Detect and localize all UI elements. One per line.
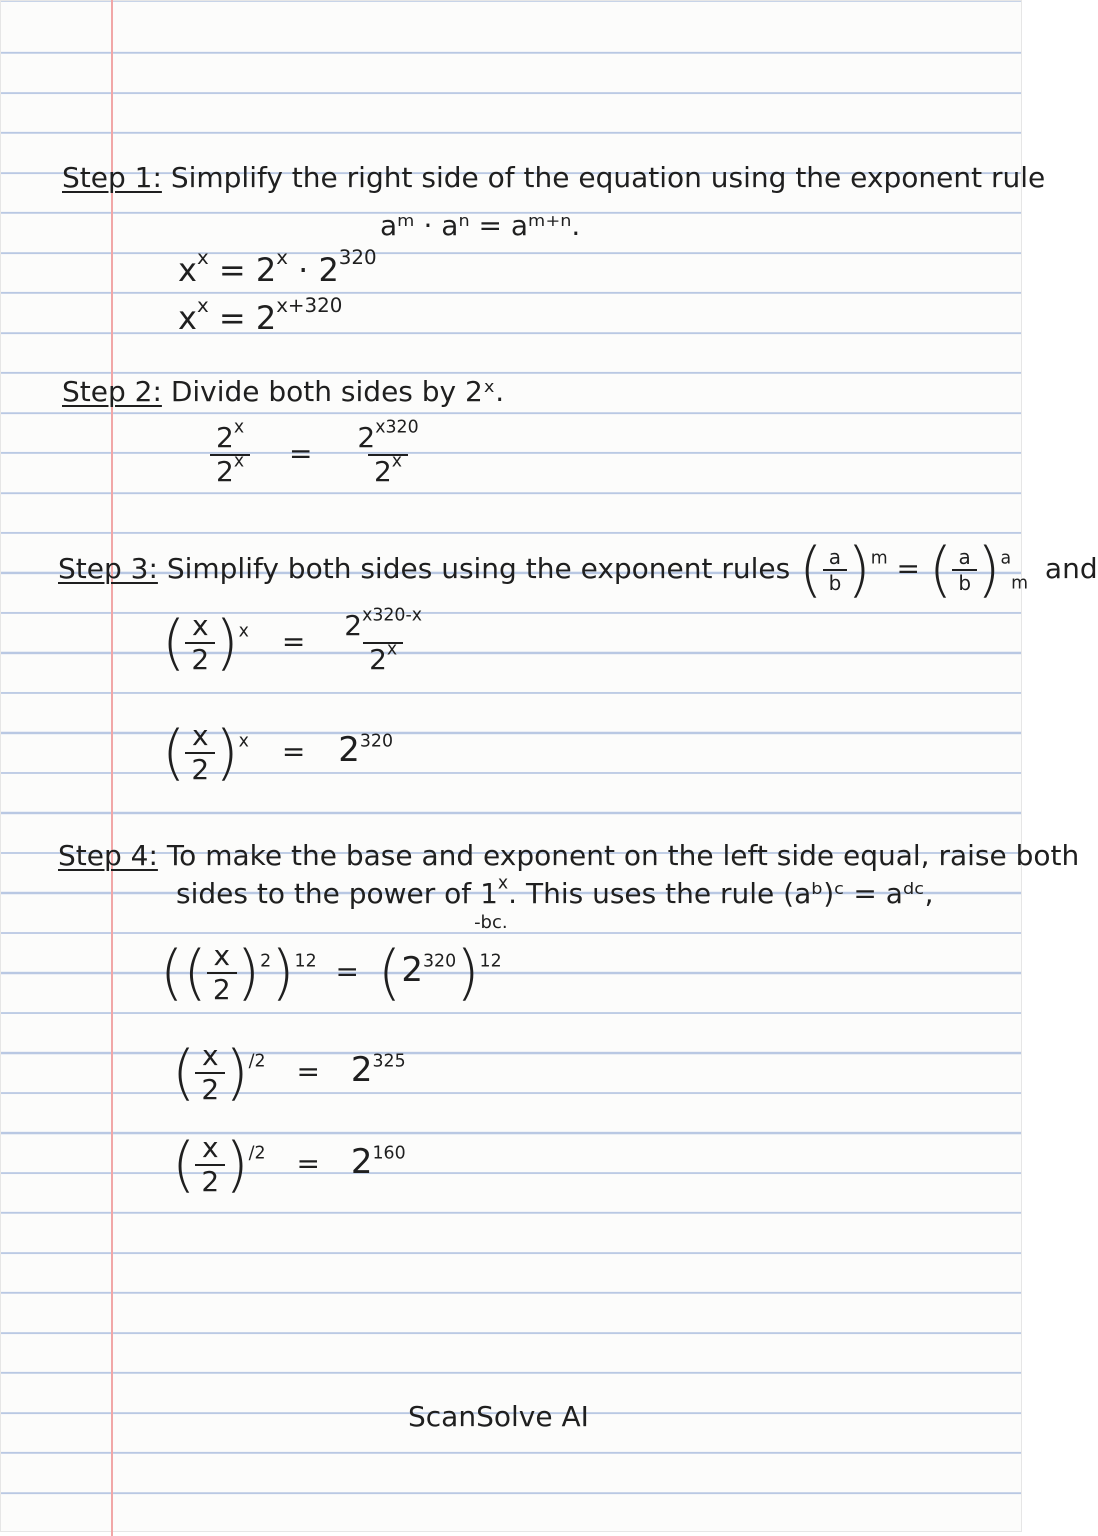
step-2-text: Divide both sides by 2ˣ.	[170, 375, 505, 408]
equals-sign: =	[218, 251, 246, 289]
equals-sign: =	[296, 1147, 320, 1180]
step-1-rule: aᵐ · aⁿ = aᵐ⁺ⁿ.	[380, 209, 581, 242]
step-4-equation-3: ( $\frac{x}{2}$ )$^{/2} = 2^{160}$	[172, 1130, 406, 1200]
fraction	[351, 417, 424, 488]
step-3-text: Simplify both sides using the exponent rules	[166, 552, 791, 585]
eq-exponent: x	[196, 294, 209, 318]
step-4-line-2: sides to the power of 1$^x$ -bc. . This uses the rule (aᵇ)ᶜ = aᵈᶜ,	[176, 873, 934, 933]
eq-term: x	[178, 251, 197, 289]
eq-exponent: x	[386, 639, 398, 660]
eq-term: 2	[318, 251, 339, 289]
step-4-line-1: To make the base and exponent on the left side equal, raise both	[166, 839, 1080, 872]
dot-operator: ·	[298, 251, 309, 289]
eq-exponent: x+320	[276, 294, 343, 318]
denominator: 2	[216, 455, 234, 488]
fraction: $\frac{2^{x320-x}}{2^x}$	[344, 605, 423, 676]
eq-exponent: x320	[375, 417, 419, 438]
equals-sign: =	[896, 552, 920, 585]
eq-exponent: x	[233, 451, 245, 472]
step-3-equation-1: ( $\frac{x}{2}$ )$^x$ = $\frac{2^{x320-x}}{2^x}$	[162, 612, 428, 674]
equals-sign: =	[281, 735, 306, 768]
fraction: $\frac{x}{2}$	[185, 612, 215, 674]
step-4-equation-2: ( $\frac{x}{2}$ )$^{/2} = 2^{325}$	[172, 1038, 406, 1108]
step-2-label: Step 2:	[62, 375, 162, 408]
step-2-heading	[62, 375, 505, 408]
eq-term: x	[178, 299, 197, 337]
eq-exponent: m	[870, 548, 888, 569]
step-4-rule: (aᵇ)ᶜ = aᵈᶜ,	[783, 877, 934, 910]
step-1-text: Simplify the right side of the equation using the exponent rule	[170, 161, 1046, 194]
equals-sign: =	[281, 625, 306, 658]
step-1-label: Step 1:	[62, 161, 162, 194]
eq-term: 2	[255, 251, 277, 289]
eq-exponent: x	[238, 731, 249, 752]
fraction: $\frac{x}{2}$	[185, 722, 215, 784]
eq-term: 2	[255, 299, 277, 337]
step-4-label: Step 4:	[58, 839, 158, 872]
step-1-equation-2	[178, 294, 343, 337]
denominator: 2	[373, 455, 392, 488]
fraction: $\frac{x}{2}$	[195, 1042, 225, 1104]
step-3-heading: Step 3: Simplify both sides using the exponent rules ( $\frac{a}{b}$ )$^m$ = ( $\frac{a}{b}$ )$^a_m$ and	[58, 535, 1098, 605]
numerator: 2	[357, 421, 376, 454]
equals-sign: =	[335, 955, 360, 988]
eq-exponent: x	[196, 246, 209, 270]
step-1-heading	[62, 161, 1046, 194]
eq-exponent: x	[238, 621, 249, 642]
brand-footer: ScanSolve AI	[408, 1400, 589, 1433]
step-2-equation	[210, 417, 425, 488]
rule-fraction: $\frac{a}{b}$	[823, 547, 848, 593]
equals-sign: =	[289, 437, 313, 470]
eq-exponent: 320	[359, 731, 394, 752]
equals-sign: =	[218, 299, 246, 337]
and-word: and	[1044, 552, 1098, 585]
eq-subscript: m	[1011, 573, 1029, 594]
step-4-heading	[58, 839, 1080, 872]
rule-fraction: $\frac{a}{b}$	[952, 547, 977, 593]
eq-exponent: x320-x	[362, 605, 423, 626]
step-4-equation-1: (( $\frac{x}{2}$ )$^2)^{12} = (2^{320})^{12}$	[160, 938, 502, 1008]
step-1-equation-1	[178, 246, 377, 289]
eq-exponent: x	[233, 417, 245, 438]
eq-exponent: x	[391, 451, 403, 472]
margin-line	[111, 0, 113, 1536]
fraction	[210, 417, 250, 488]
eq-exponent: 320	[338, 246, 377, 270]
fraction: $\frac{x}{2}$	[207, 942, 237, 1004]
equals-sign: =	[296, 1055, 320, 1088]
power-one: 1$^x$ -bc.	[474, 873, 509, 933]
eq-exponent: x	[276, 246, 288, 270]
step-3-equation-2: ( $\frac{x}{2}$ )$^x = 2^{320}$	[162, 718, 394, 788]
fraction: $\frac{x}{2}$	[195, 1134, 225, 1196]
step-3-label: Step 3:	[58, 552, 158, 585]
numerator: 2	[216, 421, 234, 454]
eq-exponent: a	[1000, 548, 1012, 569]
